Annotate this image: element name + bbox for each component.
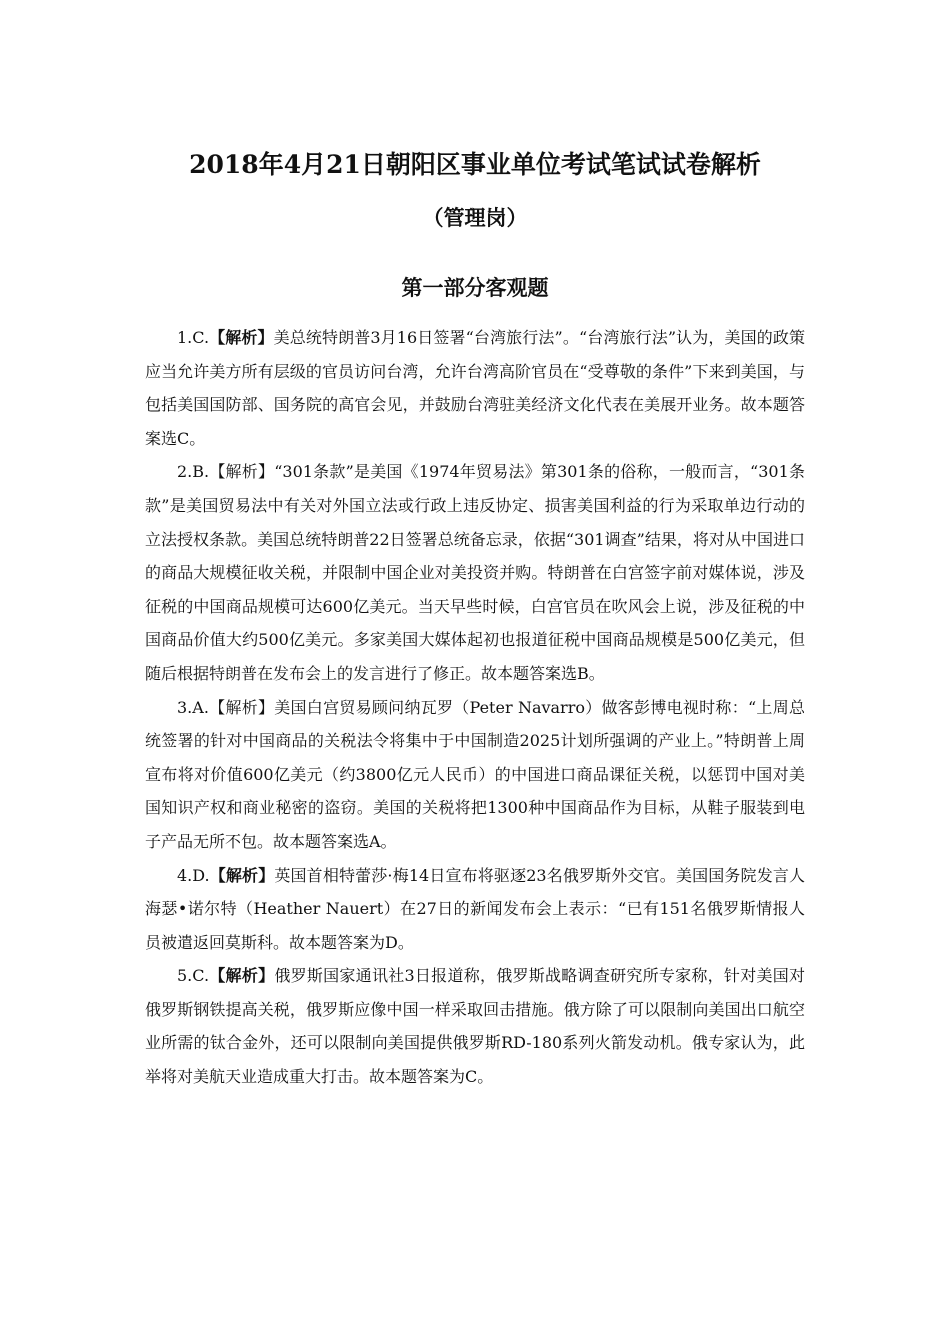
answer-number: 3.A. (177, 697, 209, 717)
analysis-tag: 【解析】 (209, 462, 275, 482)
answer-number: 4.D. (177, 865, 210, 885)
analysis-tag: 【解析】 (209, 328, 274, 347)
answer-list (145, 321, 805, 1094)
analysis-tag: 【解析】 (208, 697, 275, 717)
answer-number: 1.C. (177, 328, 210, 347)
answer-paragraph-3 (145, 691, 805, 859)
answer-paragraph-4 (145, 859, 805, 960)
answer-number: 5.C. (177, 966, 210, 986)
answer-text: 美国白宫贸易顾问纳瓦罗（Peter Navarro）做客彭博电视时称：“上周总统签署的针对中国商品的关税法令将集中于中国制造2025计划所强调的产业上。”特朗普上周宣布将对价值600亿美元（约3800亿元人民币）的中国进口商品课征关税，以惩罚中国对美国知识产权和商业秘密的盗窃。美国的关税将把1300种中国商品作为目标，从鞋子服装到电子产品无所不包。故本题答案选A。 (145, 697, 805, 851)
analysis-tag: 【解析】 (209, 865, 275, 885)
page-title: 2018年4月21日朝阳区事业单位考试笔试试卷解析 (189, 150, 761, 179)
answer-text: 美总统特朗普3月16日签署“台湾旅行法”。“台湾旅行法”认为，美国的政策应当允许美方所有层级的官员访问台湾，允许台湾高阶官员在“受尊敬的条件”下来到美国，与包括美国国防部、国务院的高官会见，并鼓励台湾驻美经济文化代表在美展开业务。故本题答案选C。 (145, 328, 805, 448)
answer-text: “301条款”是美国《1974年贸易法》第301条的俗称，一般而言，“301条款”是美国贸易法中有关对外国立法或行政上违反协定、损害美国利益的行为采取单边行动的立法授权条款。美国总统特朗普22日签署总统备忘录，依据“301调查”结果，将对从中国进口的商品大规模征收关税，并限制中国企业对美投资并购。特朗普在白宫签字前对媒体说，涉及征税的中国商品规模可达600亿美元。当天早些时候，白宫官员在吹风会上说，涉及征税的中国商品价值大约500亿美元。多家美国大媒体起初也报道征税中国商品规模是500亿美元，但随后根据特朗普在发布会上的发言进行了修正。故本题答案选B。 (145, 462, 805, 683)
answer-text: 英国首相特蕾莎·梅14日宣布将驱逐23名俄罗斯外交官。美国国务院发言人海瑟•诺尔特（Heather Nauert）在27日的新闻发布会上表示：“已有151名俄罗斯情报人员被遣返回莫斯科。故本题答案为D。 (145, 865, 805, 952)
answer-paragraph-1 (145, 321, 805, 455)
analysis-tag: 【解析】 (209, 966, 275, 986)
page-subtitle: （管理岗） (422, 205, 528, 230)
answer-paragraph-2 (145, 455, 805, 690)
answer-paragraph-5 (145, 959, 805, 1093)
section-heading: 第一部分客观题 (401, 275, 549, 300)
answer-text: 俄罗斯国家通讯社3日报道称，俄罗斯战略调查研究所专家称，针对美国对俄罗斯钢铁提高关税，俄罗斯应像中国一样采取回击措施。俄方除了可以限制向美国出口航空业所需的钛合金外，还可以限制向美国提供俄罗斯RD-180系列火箭发动机。俄专家认为，此举将对美航天业造成重大打击。故本题答案为C。 (145, 966, 805, 1087)
answer-number: 2.B. (177, 462, 210, 482)
